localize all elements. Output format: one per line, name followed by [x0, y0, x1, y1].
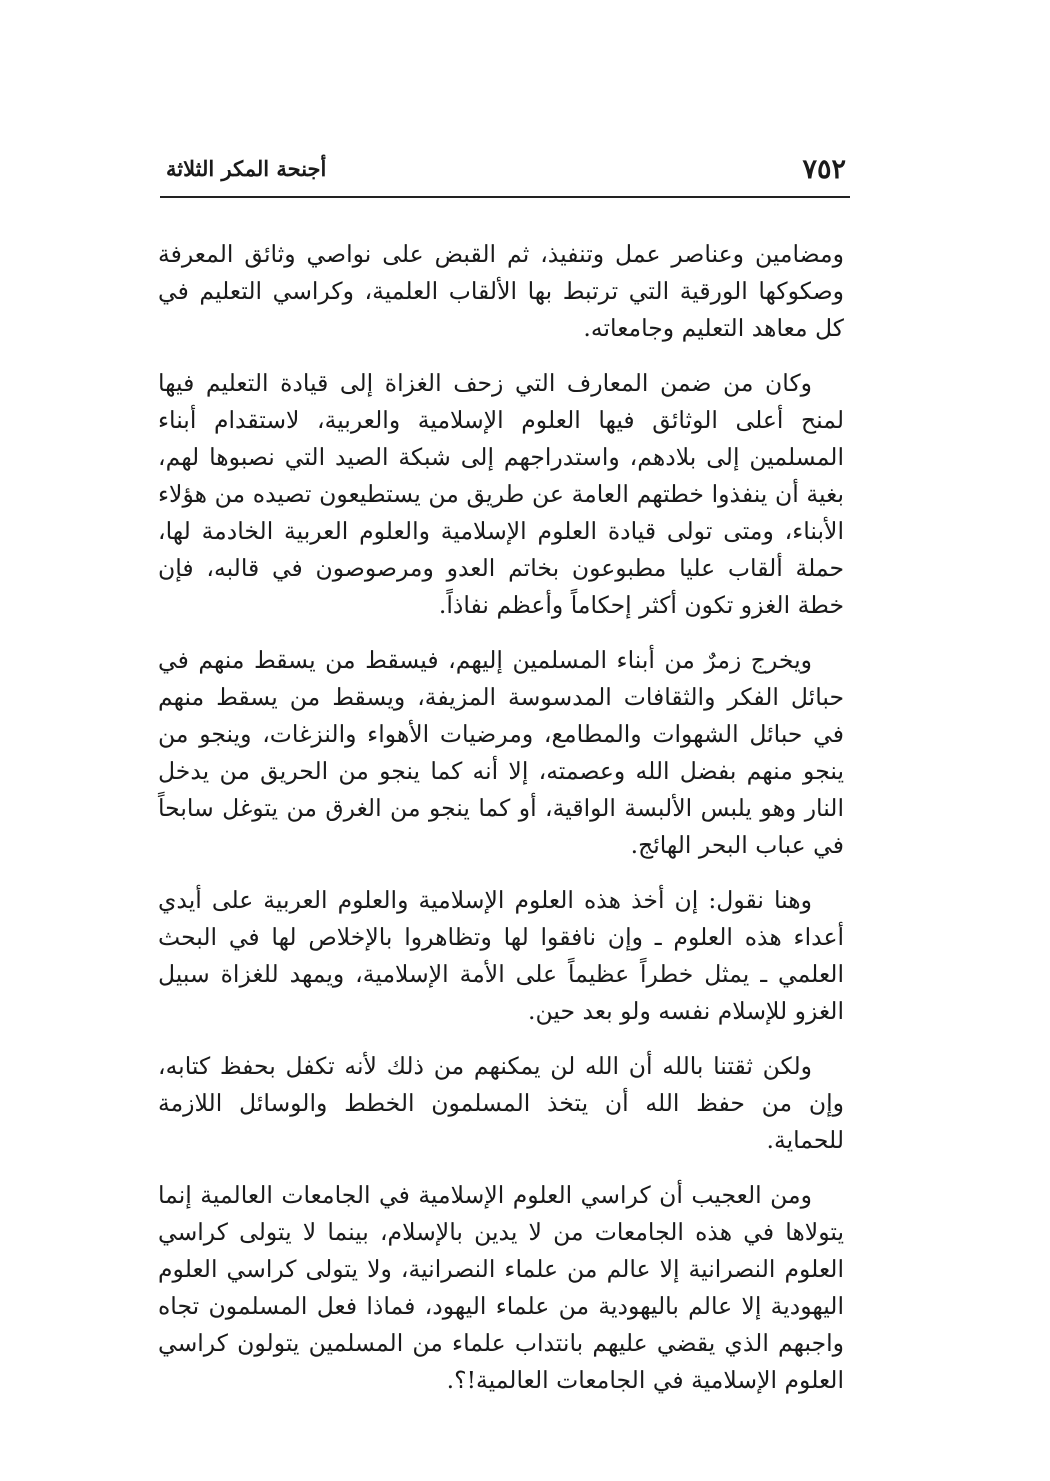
paragraph: وكان من ضمن المعارف التي زحف الغزاة إلى قيادة التعليم فيها لمنح أعلى الوثائق فيها العلوم الإسلامية والعربية، لاستقدام أبناء المسلمين إلى بلادهم، واستدراجهم إلى شبكة الصيد التي نصبوها لهم، بغية أن ينفذوا خطتهم العامة عن طريق من يستطيعون تصيده من هؤلاء الأبناء، ومتى تولى قيادة العلوم الإسلامية والعلوم العربية الخادمة لها، حملة ألقاب عليا مطبوعون بخاتم العدو ومرصوصون في قالبه، فإن خطة الغزو تكون أكثر إحكاماً وأعظم نفاذاً.	[158, 369, 844, 619]
page-number: ٧٥٢	[802, 154, 846, 185]
paragraph: وهنا نقول: إن أخذ هذه العلوم الإسلامية والعلوم العربية على أيدي أعداء هذه العلوم ـ وإن نافقوا لها وتظاهروا بالإخلاص لها في البحث العلمي ـ يمثل خطراً عظيماً على الأمة الإسلامية، ويمهد للغزاة سبيل الغزو للإسلام نفسه ولو بعد حين.	[158, 886, 844, 1025]
paragraph: ويخرج زمرٌ من أبناء المسلمين إليهم، فيسقط من يسقط منهم في حبائل الفكر والثقافات المدسوسة المزيفة، ويسقط من يسقط منهم في حبائل الشهوات والمطامع، ومرضيات الأهواء والنزغات، وينجو من ينجو منهم بفضل الله وعصمته، إلا أنه كما ينجو من الحريق من يدخل النار وهو يلبس الألبسة الواقية، أو كما ينجو من الغرق من يتوغل سابحاً في عباب البحر الهائج.	[158, 646, 844, 859]
paragraph: ولكن ثقتنا بالله أن الله لن يمكنهم من ذلك لأنه تكفل بحفظ كتابه، وإن من حفظ الله أن يتخذ المسلمون الخطط والوسائل اللازمة للحماية.	[158, 1052, 844, 1154]
page-header	[158, 152, 848, 186]
paragraph: ومضامين وعناصر عمل وتنفيذ، ثم القبض على نواصي وثائق المعرفة وصكوكها الورقية التي ترتبط بها الألقاب العلمية، وكراسي التعليم في كل معاهد التعليم وجامعاته.	[158, 240, 844, 342]
paragraph: ومن العجيب أن كراسي العلوم الإسلامية في الجامعات العالمية إنما يتولاها في هذه الجامعات من لا يدين بالإسلام، بينما لا يتولى كراسي العلوم النصرانية إلا عالم من علماء النصرانية، ولا يتولى كراسي العلوم اليهودية إلا عالم باليهودية من علماء اليهود، فماذا فعل المسلمون تجاه واجبهم الذي يقضي عليهم بانتداب علماء من المسلمين يتولون كراسي العلوم الإسلامية في الجامعات العالمية!؟.	[158, 1181, 844, 1394]
body-text	[158, 236, 844, 1417]
running-title: أجنحة المكر الثلاثة	[166, 156, 327, 181]
header-divider	[160, 196, 850, 198]
